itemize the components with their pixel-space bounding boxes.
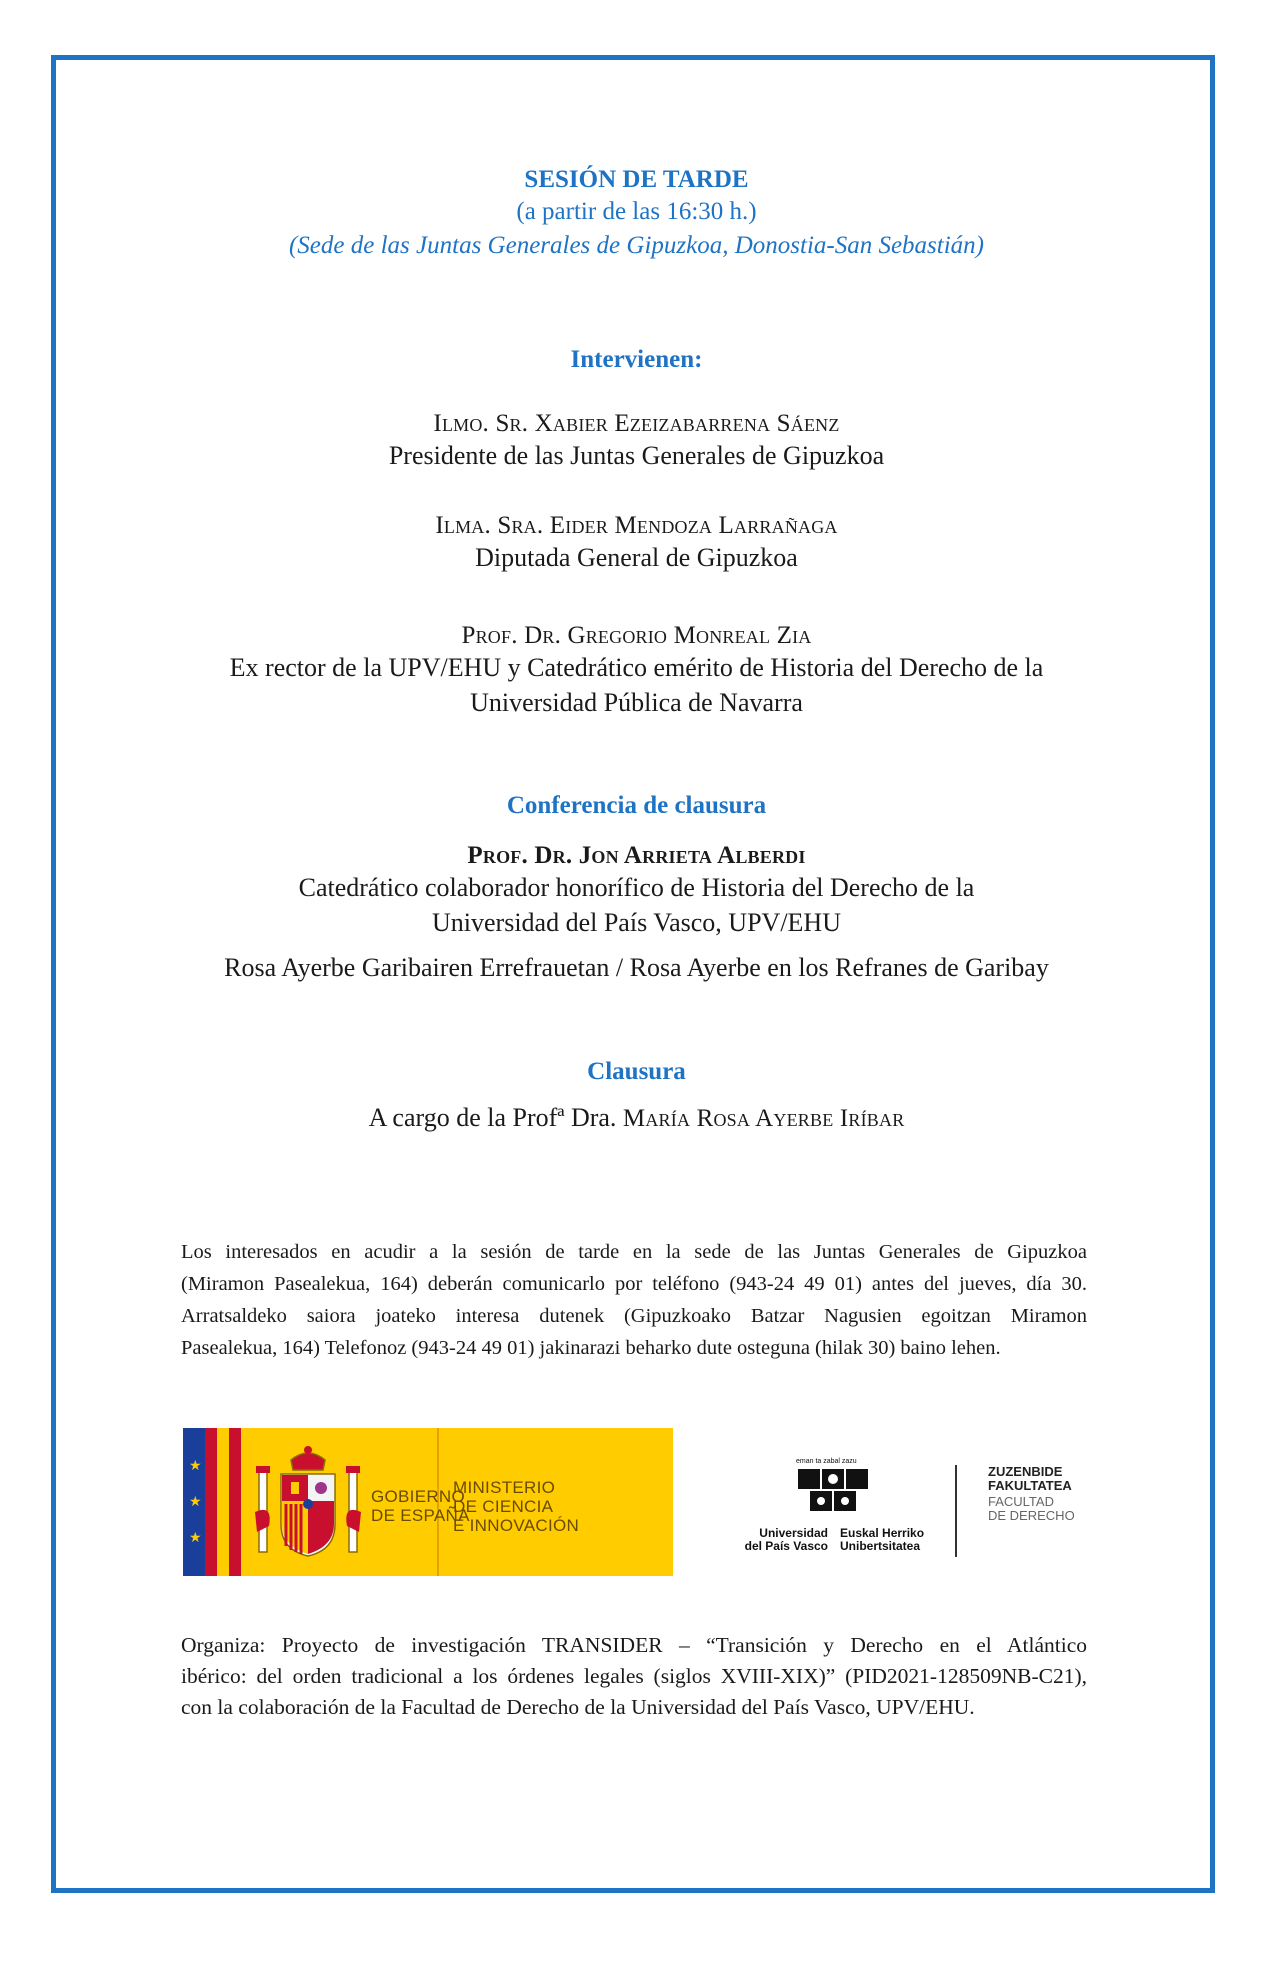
ministry-line: MINISTERIO — [453, 1478, 556, 1497]
notice-line: Los interesados en acudir a la sesión de tarde en la sede de las Juntas Generales de Gipuzkoa — [181, 1241, 1087, 1263]
spain-flag-red — [205, 1428, 217, 1576]
closing-conference-heading: Conferencia de clausura — [506, 792, 767, 819]
session-venue: (Sede de las Juntas Generales de Gipuzkoa, Donostia-San Sebastián) — [288, 232, 985, 259]
faculty-name-es — [988, 1495, 1075, 1523]
speaker-name: Ilmo. Sr. Xabier Ezeizabarrena Sáenz — [433, 410, 840, 437]
speakers-heading: Intervienen: — [570, 346, 703, 373]
faculty-line: DE DERECHO — [988, 1508, 1075, 1523]
spain-flag-yellow — [217, 1428, 229, 1576]
gobierno-espana-logo — [183, 1428, 673, 1576]
gov-line: GOBIERNO — [371, 1487, 466, 1506]
closing-text-prefix: A cargo de la Profª Dra. — [368, 1103, 623, 1132]
ministry-line: DE CIENCIA — [453, 1497, 554, 1516]
organizer-line: ibérico: del orden tradicional a los órdenes legales (siglos XVIII-XIX)” (PID2021-128509NB-C21), — [181, 1664, 1087, 1688]
notice-line: Arratsaldeko saiora joateko interesa dutenek (Gipuzkoako Batzar Nagusien egoitzan Miramon — [181, 1305, 1087, 1327]
closing-talk-title: Rosa Ayerbe Garibairen Errefrauetan / Rosa Ayerbe en los Refranes de Garibay — [224, 953, 1049, 982]
session-header — [0, 166, 1273, 260]
closing-conference — [0, 842, 1273, 985]
upv-tagline: eman ta zabal zazu — [796, 1458, 857, 1465]
upv-line: Universidad — [759, 1526, 828, 1540]
spain-flag-red — [229, 1428, 241, 1576]
eu-star-icon: ★ — [189, 1531, 202, 1546]
upv-line: del País Vasco — [744, 1539, 828, 1553]
ministerio-text — [453, 1478, 579, 1535]
upv-name-eu — [840, 1527, 924, 1553]
upv-ehu-logo — [730, 1455, 1080, 1565]
speaker-role: Ex rector de la UPV/EHU y Catedrático emérito de Historia del Derecho de la — [229, 653, 1044, 682]
organizer-line: con la colaboración de la Facultad de Derecho de la Universidad del País Vasco, UPV/EHU. — [181, 1695, 975, 1719]
speaker-name: Ilma. Sra. Eider Mendoza Larrañaga — [435, 512, 838, 539]
closing-speaker-role: Catedrático colaborador honorífico de Historia del Derecho de la — [298, 873, 975, 902]
speaker-name: Prof. Dr. Gregorio Monreal Zia — [461, 622, 812, 649]
logo-divider — [955, 1465, 957, 1557]
session-time: (a partir de las 16:30 h.) — [516, 198, 757, 225]
speaker-3 — [0, 622, 1273, 720]
faculty-line: ZUZENBIDE — [988, 1464, 1063, 1479]
speaker-1 — [0, 410, 1273, 473]
upv-tree-icon — [798, 1465, 868, 1513]
closing-speaker-name: Prof. Dr. Jon Arrieta Alberdi — [467, 842, 806, 869]
faculty-line: FACULTAD — [988, 1494, 1054, 1509]
faculty-name-eu — [988, 1465, 1072, 1493]
upv-line: Unibertsitatea — [840, 1539, 921, 1553]
eu-star-icon: ★ — [189, 1495, 202, 1510]
eu-star-icon: ★ — [189, 1459, 202, 1474]
upv-line: Euskal Herriko — [840, 1526, 925, 1540]
gov-line: DE ESPAÑA — [371, 1506, 470, 1525]
faculty-line: FAKULTATEA — [988, 1478, 1072, 1493]
closing-text-name: María Rosa Ayerbe Iríbar — [622, 1105, 905, 1132]
speaker-role: Presidente de las Juntas Generales de Gipuzkoa — [388, 441, 885, 470]
closing-heading: Clausura — [587, 1058, 686, 1085]
coat-of-arms-icon — [253, 1442, 363, 1564]
organizer-line: Organiza: Proyecto de investigación TRANSIDER – “Transición y Derecho en el Atlántico — [181, 1633, 1087, 1657]
closing-text — [0, 1100, 1273, 1136]
upv-name-es — [730, 1527, 828, 1553]
organizer-paragraph — [181, 1630, 1087, 1723]
notice-line: Pasealekua, 164) Telefonoz (943-24 49 01) jakinarazi beharko dute osteguna (hilak 30) baino lehen. — [181, 1337, 1001, 1359]
notice-line: (Miramon Pasealekua, 164) deberán comunicarlo por teléfono (943-24 49 01) antes del jueves, día 30. — [181, 1273, 1087, 1295]
speaker-role: Diputada General de Gipuzkoa — [475, 543, 798, 572]
speaker-role-cont: Universidad Pública de Navarra — [470, 688, 803, 717]
session-title: SESIÓN DE TARDE — [524, 166, 749, 193]
ministry-line: E INNOVACIÓN — [453, 1516, 580, 1535]
attendance-notice — [181, 1236, 1087, 1364]
closing-speaker-role-cont: Universidad del País Vasco, UPV/EHU — [432, 908, 841, 937]
speaker-2 — [0, 512, 1273, 575]
